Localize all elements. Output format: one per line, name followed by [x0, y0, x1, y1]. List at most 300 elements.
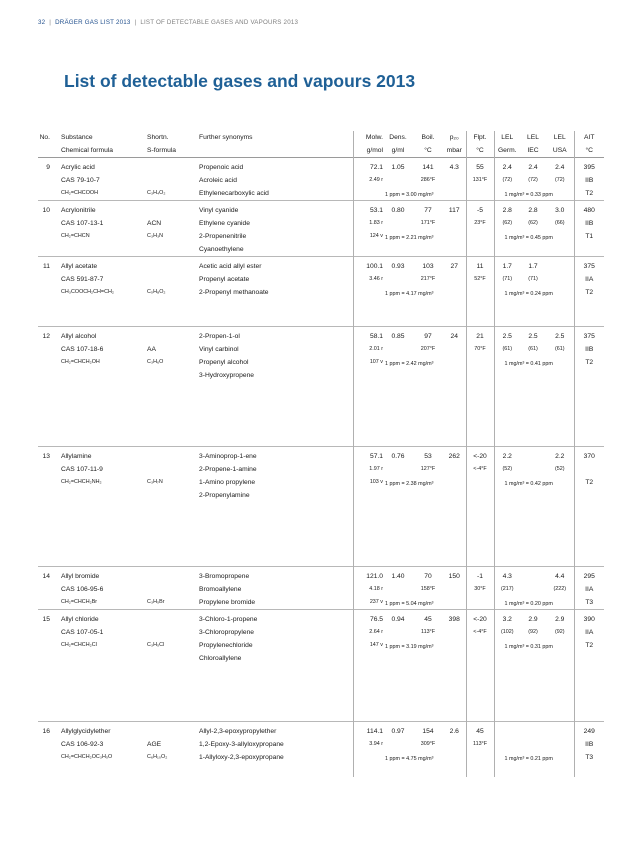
lel-usa: 2.2 [555, 453, 565, 460]
flpt-cell [466, 722, 494, 778]
ait-cell [574, 327, 604, 447]
header-section: LIST OF DETECTABLE GASES AND VAPOURS 2013 [140, 19, 299, 26]
p20-cell [443, 447, 466, 567]
no [38, 567, 55, 610]
ait-cell [574, 201, 604, 257]
mg-conversion: 1 mg/m³ = 0.42 ppm [504, 481, 553, 487]
lel-germ: 4.3 [502, 573, 512, 580]
boiling-point: 77 [424, 207, 432, 214]
col-header-lel-iec: LEL IEC [527, 134, 539, 154]
vapour-pressure: 398 [448, 616, 460, 623]
lel-iec: 2.5 [528, 333, 538, 340]
short-name: ACN [147, 220, 162, 227]
synonym: 2-Propenylamine [199, 492, 250, 499]
vapour-pressure: 262 [448, 453, 460, 460]
short-name [147, 583, 193, 596]
flpt-cell [466, 201, 494, 257]
col-header-ait: AIT °C [584, 134, 595, 154]
explosion-group [575, 463, 605, 476]
p20-cell [443, 201, 466, 257]
boiling-point-f: 286°F [420, 177, 436, 183]
cas-number: CAS 107-05-1 [61, 629, 104, 636]
substance-cell [55, 722, 147, 778]
substance-number: 14 [42, 573, 50, 580]
density: 0.76 [391, 453, 405, 460]
lel-germ: 3.2 [502, 616, 512, 623]
explosion-group: IIB [585, 741, 594, 748]
relative-volume: 124 v [369, 233, 383, 239]
spacer [147, 260, 193, 273]
relative-density: 3.46 r [369, 276, 383, 282]
col-header-lel-germ: LEL Germ. [494, 131, 520, 158]
cas-number: CAS 591-87-7 [61, 276, 104, 283]
lel-germ-mg: (52) [502, 466, 513, 472]
lel-germ-cell [494, 567, 553, 610]
relative-density: 2.01 r [369, 346, 383, 352]
ignition-temp: 480 [583, 207, 595, 214]
lel-germ-cell [494, 158, 553, 201]
chemical-formula: CH₂=CHCH₂OH [61, 359, 100, 365]
flash-point: <-20 [473, 453, 487, 460]
molw-cell [353, 567, 383, 610]
ppm-conversion: 1 ppm = 3.00 mg/m³ [385, 192, 434, 198]
temperature-class: T2 [585, 289, 594, 296]
cas-number: CAS 106-92-3 [61, 741, 104, 748]
sum-formula: C₃H₃N [147, 233, 164, 239]
vapour-pressure: 4.3 [449, 164, 459, 171]
relative-density: 1.83 r [369, 220, 383, 226]
col-header-dens: Dens. g/ml [389, 134, 407, 154]
lel-usa-cell [546, 327, 574, 447]
col-header-lel-usa: LEL USA [546, 131, 574, 158]
p20-cell [443, 257, 466, 327]
lel-usa-mg: (52) [554, 466, 565, 472]
molar-weight: 100.1 [366, 263, 383, 270]
molw-cell [353, 447, 383, 567]
lel-germ: 2.5 [502, 333, 512, 340]
lel-germ-mg: (72) [502, 177, 513, 183]
flash-point: <-20 [473, 616, 487, 623]
table-row [38, 610, 604, 722]
flash-point-f: <-4°F [473, 466, 487, 472]
lel-iec-mg: (61) [528, 346, 538, 352]
vapour-pressure: 27 [450, 263, 458, 270]
substance-name: Allyl bromide [61, 573, 100, 580]
table-row [38, 722, 604, 778]
flash-point: 55 [476, 164, 484, 171]
chemical-formula: CH₂=CHCH₂Cl [61, 642, 97, 648]
shortn-cell [147, 610, 193, 722]
temperature-class: T2 [585, 359, 594, 366]
boil-cell [413, 201, 443, 257]
flash-point: 11 [476, 263, 484, 270]
no [38, 201, 55, 257]
ignition-temp: 375 [583, 263, 595, 270]
chemical-formula: CH₂=CHCOOH [61, 190, 98, 196]
lel-germ-mg: (71) [502, 276, 513, 282]
p20-cell [443, 722, 466, 778]
table-row [38, 257, 604, 327]
boiling-point-f: 217°F [420, 276, 436, 282]
lel-iec: 2.8 [528, 207, 538, 214]
synonym: Propylene bromide [199, 599, 256, 606]
mg-conversion: 1 mg/m³ = 0.24 ppm [504, 291, 553, 297]
ait-cell [574, 158, 604, 201]
flpt-cell [466, 610, 494, 722]
p20-cell [443, 327, 466, 447]
synonym: Propenoic acid [199, 164, 244, 171]
ignition-temp: 295 [583, 573, 595, 580]
spacer [147, 161, 193, 174]
substance-cell [55, 257, 147, 327]
molw-cell [353, 610, 383, 722]
synonym: 3-Aminoprop-1-ene [199, 453, 257, 460]
shortn-cell [147, 447, 193, 567]
lel-iec: 2.4 [528, 164, 538, 171]
vapour-pressure: 24 [450, 333, 458, 340]
synonym: Ethylene cyanide [199, 220, 250, 227]
synonyms-cell [193, 447, 353, 567]
substance-name: Allylglycidylether [61, 728, 111, 735]
lel-usa: 4.4 [555, 573, 565, 580]
boiling-point-f: 309°F [420, 741, 436, 747]
sum-formula: C₃H₅Cl [147, 642, 165, 648]
lel-usa-mg: (92) [554, 629, 565, 635]
sum-formula: C₃H₇N [147, 479, 163, 485]
ignition-temp: 370 [583, 453, 595, 460]
substance-name: Acrylonitrile [61, 207, 96, 214]
ppm-conversion: 1 ppm = 4.17 mg/m³ [385, 291, 434, 297]
lel-usa-cell [546, 610, 574, 722]
synonym: 2-Propenenitrile [199, 233, 247, 240]
molar-weight: 76.5 [369, 616, 383, 623]
lel-usa-cell [546, 447, 574, 567]
synonym: Ethylenecarboxylic acid [199, 190, 269, 197]
ait-cell [574, 567, 604, 610]
boiling-point: 53 [424, 453, 432, 460]
substance-name: Allyl acetate [61, 263, 98, 270]
no [38, 158, 55, 201]
density: 0.80 [391, 207, 405, 214]
flash-point: -5 [477, 207, 483, 214]
lel-germ: 2.4 [502, 164, 512, 171]
temperature-class: T3 [585, 754, 594, 761]
lel-iec-cell [520, 447, 546, 567]
table-row [38, 158, 604, 201]
shortn-cell [147, 567, 193, 610]
synonyms-cell [193, 201, 353, 257]
temperature-class: T2 [585, 642, 594, 649]
molar-weight: 121.0 [366, 573, 383, 580]
boiling-point: 97 [424, 333, 432, 340]
synonym: 2-Propen-1-ol [199, 333, 240, 340]
p20-cell [443, 567, 466, 610]
running-header [38, 19, 298, 26]
flpt-cell [466, 567, 494, 610]
boiling-point-f: 127°F [420, 466, 436, 472]
cas-number: CAS 107-18-6 [61, 346, 104, 353]
lel-iec-cell [520, 610, 546, 722]
substance-cell [55, 201, 147, 257]
lel-germ: 2.8 [502, 207, 512, 214]
flpt-cell [466, 257, 494, 327]
explosion-group: IIA [585, 276, 594, 283]
flash-point-f: 23°F [474, 220, 486, 226]
relative-density: 2.64 r [369, 629, 383, 635]
lel-iec [520, 450, 546, 463]
lel-iec: 2.9 [528, 616, 538, 623]
relative-density: 1.97 r [369, 466, 383, 472]
chemical-formula: CH₂=CHCH₂Br [61, 599, 98, 605]
header-divider: | [134, 19, 137, 26]
synonym: 2-Propenyl methanoate [199, 289, 269, 296]
lel-iec-mg [520, 583, 546, 596]
col-header-molw: Molw. g/mol [353, 131, 383, 158]
sum-formula: C₃H₅Br [147, 599, 165, 605]
short-name: AGE [147, 741, 162, 748]
flash-point-f: 113°F [472, 741, 488, 747]
boil-cell [413, 610, 443, 722]
page-number: 32 [38, 19, 46, 26]
lel-usa-cell [546, 201, 574, 257]
spacer [147, 330, 193, 343]
synonym: Chloroallylene [199, 655, 242, 662]
flash-point-f: 52°F [474, 276, 486, 282]
col-header-no: No. [39, 134, 50, 141]
flpt-cell [466, 447, 494, 567]
synonyms-cell [193, 327, 353, 447]
ignition-temp: 375 [583, 333, 595, 340]
molw-cell [353, 257, 383, 327]
header-divider: | [49, 19, 52, 26]
table-row [38, 567, 604, 610]
flash-point-f: 70°F [474, 346, 486, 352]
substance-name: Allyl chloride [61, 616, 99, 623]
table-header-row [38, 131, 604, 158]
sum-formula: C₅H₈O₂ [147, 289, 166, 295]
lel-usa [546, 260, 574, 273]
molar-weight: 53.1 [369, 207, 383, 214]
lel-usa-mg [546, 738, 574, 751]
table-row [38, 447, 604, 567]
gas-table [38, 131, 604, 777]
cas-number: CAS 79-10-7 [61, 177, 100, 184]
flash-point: -1 [477, 573, 483, 580]
cas-number: CAS 106-95-6 [61, 586, 104, 593]
synonym: Vinyl carbinol [199, 346, 239, 353]
mg-conversion: 1 mg/m³ = 0.31 ppm [504, 644, 553, 650]
boiling-point: 103 [422, 263, 434, 270]
boiling-point: 45 [424, 616, 432, 623]
lel-iec-cell [520, 722, 546, 778]
short-name [147, 273, 193, 286]
flash-point-f: <-4°F [473, 629, 487, 635]
lel-usa: 3.0 [555, 207, 565, 214]
short-name [147, 626, 193, 639]
page-title: List of detectable gases and vapours 2013 [64, 71, 416, 91]
lel-usa-mg [546, 273, 574, 286]
substance-cell [55, 327, 147, 447]
lel-iec-mg: (92) [528, 629, 538, 635]
header-brand: DRÄGER GAS LIST 2013 [55, 19, 131, 26]
flash-point: 21 [476, 333, 484, 340]
lel-iec-cell [520, 201, 546, 257]
ait-cell [574, 722, 604, 778]
temperature-class: T2 [585, 190, 594, 197]
flpt-cell [466, 158, 494, 201]
explosion-group: IIA [585, 629, 594, 636]
ppm-conversion: 1 ppm = 3.19 mg/m³ [385, 644, 434, 650]
chemical-formula: CH₂=CHCH₂NH₂ [61, 479, 102, 485]
molar-weight: 114.1 [366, 728, 383, 735]
molar-weight: 58.1 [369, 333, 383, 340]
ignition-temp: 395 [583, 164, 595, 171]
density: 0.93 [391, 263, 405, 270]
lel-usa-mg: (66) [554, 220, 565, 226]
synonym: 3-Bromopropene [199, 573, 250, 580]
lel-germ-cell [494, 327, 553, 447]
relative-density: 4.18 r [369, 586, 383, 592]
substance-number: 13 [42, 453, 50, 460]
shortn-cell [147, 201, 193, 257]
temperature-class: T2 [585, 479, 594, 486]
sum-formula: C₃H₄O₂ [147, 190, 166, 196]
lel-iec: 1.7 [528, 263, 538, 270]
lel-germ-mg [495, 738, 521, 751]
col-header-synonyms: Further synonyms [199, 134, 253, 141]
lel-iec [520, 570, 546, 583]
explosion-group: IIB [585, 177, 594, 184]
short-name [147, 174, 193, 187]
synonym: Propylenechloride [199, 642, 253, 649]
col-header-substance: Substance Chemical formula [61, 134, 114, 154]
flash-point-f: 131°F [472, 177, 488, 183]
lel-iec-mg [520, 738, 546, 751]
table-row [38, 201, 604, 257]
molar-weight: 72.1 [369, 164, 383, 171]
boiling-point: 141 [422, 164, 434, 171]
sum-formula: C₆H₁₀O₂ [147, 754, 168, 760]
lel-germ-cell [494, 201, 553, 257]
p20-cell [443, 610, 466, 722]
explosion-group: IIA [585, 586, 594, 593]
vapour-pressure: 150 [448, 573, 460, 580]
synonym: 1-Allyloxy-2,3-epoxypropane [199, 754, 284, 761]
lel-usa: 2.9 [555, 616, 565, 623]
density: 0.94 [391, 616, 405, 623]
ait-cell [574, 610, 604, 722]
boil-cell [413, 447, 443, 567]
spacer [147, 204, 193, 217]
boiling-point-f: 158°F [420, 586, 436, 592]
substance-number: 12 [42, 333, 50, 340]
boil-cell [413, 722, 443, 778]
synonyms-cell [193, 257, 353, 327]
synonyms-cell [193, 610, 353, 722]
synonym: 2-Propene-1-amine [199, 466, 257, 473]
boiling-point-f: 171°F [420, 220, 436, 226]
density: 1.05 [391, 164, 405, 171]
chemical-formula: CH₃COOCH₂CH=CH₂ [61, 289, 114, 295]
substance-cell [55, 567, 147, 610]
synonym: Propenyl acetate [199, 276, 250, 283]
density: 0.85 [391, 333, 405, 340]
substance-number: 16 [42, 728, 50, 735]
substance-cell [55, 447, 147, 567]
molw-cell [353, 201, 383, 257]
molar-weight: 57.1 [369, 453, 383, 460]
synonym: Acetic acid allyl ester [199, 263, 262, 270]
density: 1.40 [391, 573, 405, 580]
density: 0.97 [391, 728, 405, 735]
relative-density: 2.49 r [369, 177, 383, 183]
spacer [147, 725, 193, 738]
ignition-temp: 249 [583, 728, 595, 735]
table-row [38, 327, 604, 447]
lel-germ-cell [494, 257, 553, 327]
boiling-point-f: 207°F [420, 346, 436, 352]
no [38, 257, 55, 327]
lel-iec-mg: (62) [528, 220, 538, 226]
synonyms-cell [193, 722, 353, 778]
substance-cell [55, 610, 147, 722]
synonym: 1,2-Epoxy-3-allyloxypropane [199, 741, 284, 748]
mg-conversion: 1 mg/m³ = 0.41 ppm [504, 361, 553, 367]
lel-iec-mg [520, 463, 546, 476]
lel-germ-mg: (102) [500, 629, 514, 635]
boiling-point: 154 [422, 728, 434, 735]
short-name [147, 463, 193, 476]
chemical-formula: CH₂=CHCN [61, 233, 90, 239]
substance-number: 10 [42, 207, 50, 214]
lel-iec-mg: (72) [528, 177, 538, 183]
explosion-group: IIB [585, 346, 594, 353]
synonym: 3-Hydroxypropene [199, 372, 255, 379]
col-header-p20: p₂₀ mbar [446, 134, 462, 154]
lel-germ-cell [494, 722, 553, 778]
ppm-conversion: 1 ppm = 2.42 mg/m³ [385, 361, 434, 367]
synonyms-cell [193, 158, 353, 201]
lel-usa-mg: (222) [553, 586, 567, 592]
no [38, 722, 55, 778]
relative-volume: 237 v [369, 599, 383, 605]
synonym: Propenyl alcohol [199, 359, 249, 366]
ignition-temp: 390 [583, 616, 595, 623]
synonym: 3-Chloro-1-propene [199, 616, 258, 623]
molw-cell [353, 722, 383, 778]
explosion-group: IIB [585, 220, 594, 227]
ait-cell [574, 257, 604, 327]
relative-volume: 103 v [369, 479, 383, 485]
lel-germ [495, 725, 521, 738]
ait-cell [574, 447, 604, 567]
synonym: Bromoallylene [199, 586, 242, 593]
temperature-class: T3 [585, 599, 594, 606]
temperature-class: T1 [585, 233, 594, 240]
cas-number: CAS 107-11-9 [61, 466, 103, 473]
lel-usa: 2.5 [555, 333, 565, 340]
lel-usa: 2.4 [555, 164, 565, 171]
ppm-conversion: 1 ppm = 5.04 mg/m³ [385, 601, 434, 607]
col-header-flpt: Flpt. °C [466, 131, 494, 158]
lel-germ-mg: (61) [502, 346, 513, 352]
lel-usa-mg: (72) [554, 177, 565, 183]
substance-name: Allyl alcohol [61, 333, 97, 340]
ppm-conversion: 1 ppm = 4.75 mg/m³ [385, 756, 434, 762]
boil-cell [413, 327, 443, 447]
substance-cell [55, 158, 147, 201]
synonym: Acroleic acid [199, 177, 237, 184]
